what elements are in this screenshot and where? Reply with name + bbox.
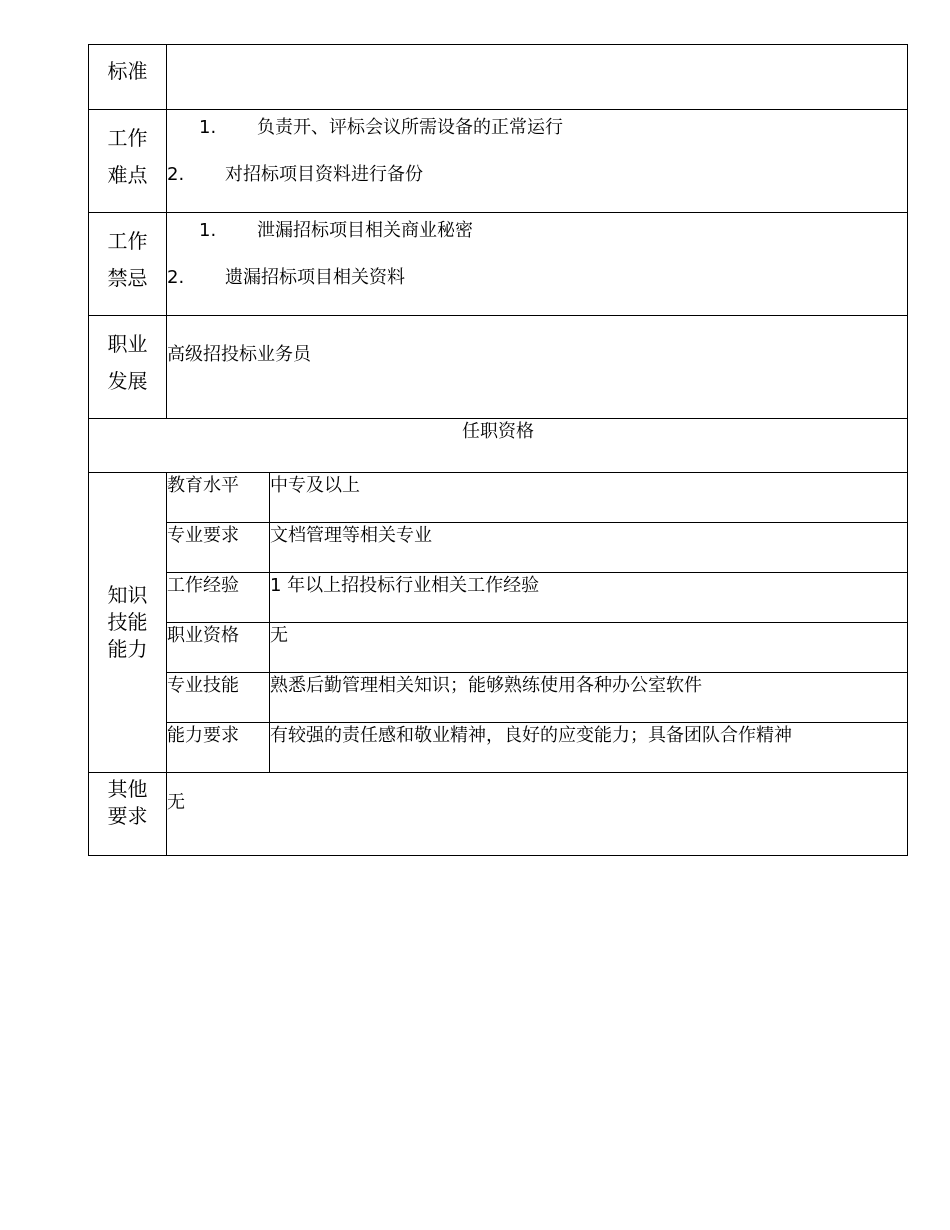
difficulty-content (167, 110, 908, 213)
other-label-line-1: 其他 (107, 777, 148, 801)
knowledge-label-cell (89, 473, 167, 773)
career-row (89, 316, 908, 419)
education-label: 教育水平 (167, 473, 270, 523)
career-label (89, 316, 166, 400)
qualification-header-row (89, 419, 908, 473)
knowledge-row (89, 623, 908, 673)
major-value: 文档管理等相关专业 (270, 523, 908, 573)
knowledge-label-line-3: 能力 (107, 637, 148, 661)
list-number: 2. (167, 164, 185, 185)
list-text: 负责开、评标会议所需设备的正常运行 (257, 117, 563, 138)
standard-label: 标准 (107, 59, 148, 83)
knowledge-row (89, 523, 908, 573)
career-content (167, 316, 908, 419)
knowledge-label (89, 582, 166, 663)
knowledge-label-line-1: 知识 (107, 583, 148, 607)
standard-label-cell (89, 45, 167, 110)
other-text: 无 (167, 792, 185, 813)
career-text: 高级招投标业务员 (167, 344, 311, 365)
list-number: 1. (199, 220, 217, 241)
list-text: 泄漏招标项目相关商业秘密 (257, 220, 473, 241)
experience-label: 工作经验 (167, 573, 270, 623)
experience-value: 1 年以上招投标行业相关工作经验 (270, 573, 908, 623)
taboo-row (89, 213, 908, 316)
skill-label: 专业技能 (167, 673, 270, 723)
taboo-label-line-1: 工作 (107, 229, 148, 253)
knowledge-row (89, 473, 908, 523)
knowledge-row (89, 723, 908, 773)
major-label: 专业要求 (167, 523, 270, 573)
qualification-header: 任职资格 (89, 419, 908, 473)
ability-label: 能力要求 (167, 723, 270, 773)
taboo-label-line-2: 禁忌 (107, 266, 148, 290)
knowledge-row (89, 673, 908, 723)
certification-value: 无 (270, 623, 908, 673)
knowledge-label-line-2: 技能 (107, 610, 148, 634)
difficulty-row (89, 110, 908, 213)
taboo-label (89, 213, 166, 297)
difficulty-label (89, 110, 166, 194)
difficulty-label-line-2: 难点 (107, 163, 148, 187)
job-description-table (88, 44, 908, 856)
list-number: 2. (167, 267, 185, 288)
ability-value: 有较强的责任感和敬业精神，良好的应变能力；具备团队合作精神 (270, 723, 908, 773)
other-label-line-2: 要求 (107, 804, 148, 828)
list-item (167, 266, 907, 290)
skill-value: 熟悉后勤管理相关知识；能够熟练使用各种办公室软件 (270, 673, 908, 723)
difficulty-label-cell (89, 110, 167, 213)
list-item (167, 163, 907, 187)
list-item (167, 219, 907, 243)
list-item (167, 116, 907, 140)
taboo-content (167, 213, 908, 316)
certification-label: 职业资格 (167, 623, 270, 673)
other-row (89, 773, 908, 856)
list-text: 对招标项目资料进行备份 (225, 164, 423, 185)
other-content (167, 773, 908, 856)
other-label (89, 773, 166, 830)
career-label-line-1: 职业 (107, 332, 148, 356)
knowledge-row (89, 573, 908, 623)
career-label-line-2: 发展 (107, 369, 148, 393)
standard-row (89, 45, 908, 110)
education-value: 中专及以上 (270, 473, 908, 523)
taboo-label-cell (89, 213, 167, 316)
standard-content (167, 45, 908, 110)
other-label-cell (89, 773, 167, 856)
career-label-cell (89, 316, 167, 419)
list-text: 遗漏招标项目相关资料 (225, 267, 405, 288)
list-number: 1. (199, 117, 217, 138)
difficulty-label-line-1: 工作 (107, 126, 148, 150)
